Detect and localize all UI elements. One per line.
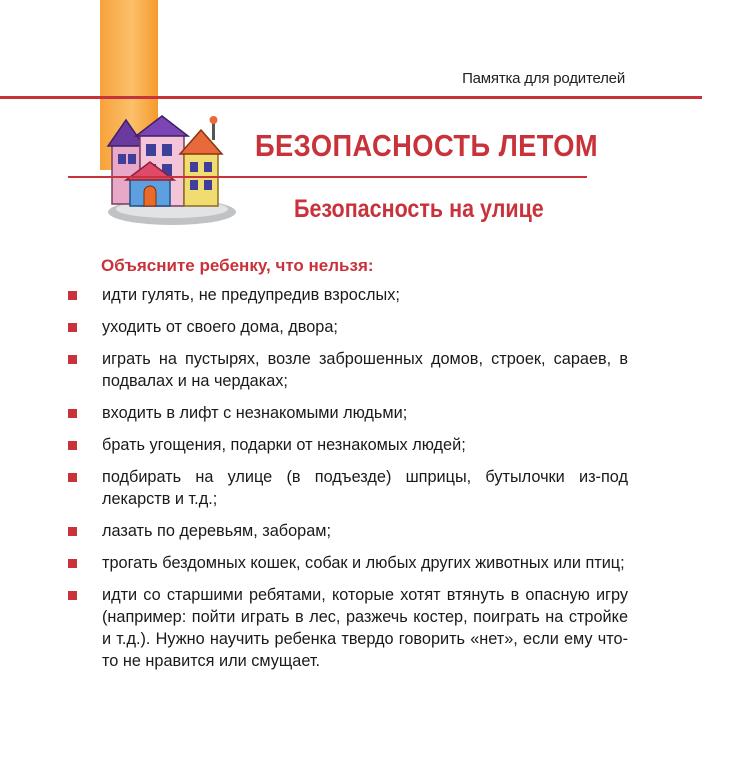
list-item (68, 552, 628, 574)
list-item (68, 466, 628, 510)
list-item-text: играть на пустырях, возле заброшенных домов, строек, сараев, в подвалах и на чердаках; (102, 350, 628, 390)
square-bullet-icon (68, 441, 77, 450)
rules-list (68, 284, 628, 682)
list-item-text: лазать по деревьям, заборам; (102, 522, 331, 540)
list-item-text: идти со старшими ребятами, которые хотят втянуть в опасную игру (например: пойти играть в лес, разжечь костер, поиграть на стройке и т.д.). Нужно научить ребенка твердо говорить «нет», если ему что-то не нравится или смущает. (102, 586, 628, 670)
page-title: БЕЗОПАСНОСТЬ ЛЕТОМ (255, 128, 599, 163)
list-item (68, 520, 628, 542)
page-subtitle: Безопасность на улице (294, 195, 544, 223)
list-item-text: подбирать на улице (в подъезде) шприцы, бутылочки из-под лекарств и т.д.; (102, 468, 628, 508)
square-bullet-icon (68, 473, 77, 482)
square-bullet-icon (68, 355, 77, 364)
header-label: Памятка для родителей (462, 70, 625, 87)
list-item (68, 584, 628, 672)
intro-heading: Объясните ребенку, что нельзя: (101, 256, 374, 275)
list-item-text: брать угощения, подарки от незнакомых людей; (102, 436, 466, 454)
list-item (68, 402, 628, 424)
title-divider (68, 176, 587, 178)
list-item-text: трогать бездомных кошек, собак и любых других животных или птиц; (102, 554, 625, 572)
list-item (68, 348, 628, 392)
list-item-text: уходить от своего дома, двора; (102, 318, 338, 336)
list-item (68, 316, 628, 338)
square-bullet-icon (68, 527, 77, 536)
list-item (68, 434, 628, 456)
top-divider (0, 96, 702, 99)
list-item-text: идти гулять, не предупредив взрослых; (102, 286, 400, 304)
square-bullet-icon (68, 323, 77, 332)
square-bullet-icon (68, 559, 77, 568)
square-bullet-icon (68, 409, 77, 418)
square-bullet-icon (68, 591, 77, 600)
list-item (68, 284, 628, 306)
square-bullet-icon (68, 291, 77, 300)
cartoon-house-icon (100, 112, 240, 228)
list-item-text: входить в лифт с незнакомыми людьми; (102, 404, 408, 422)
